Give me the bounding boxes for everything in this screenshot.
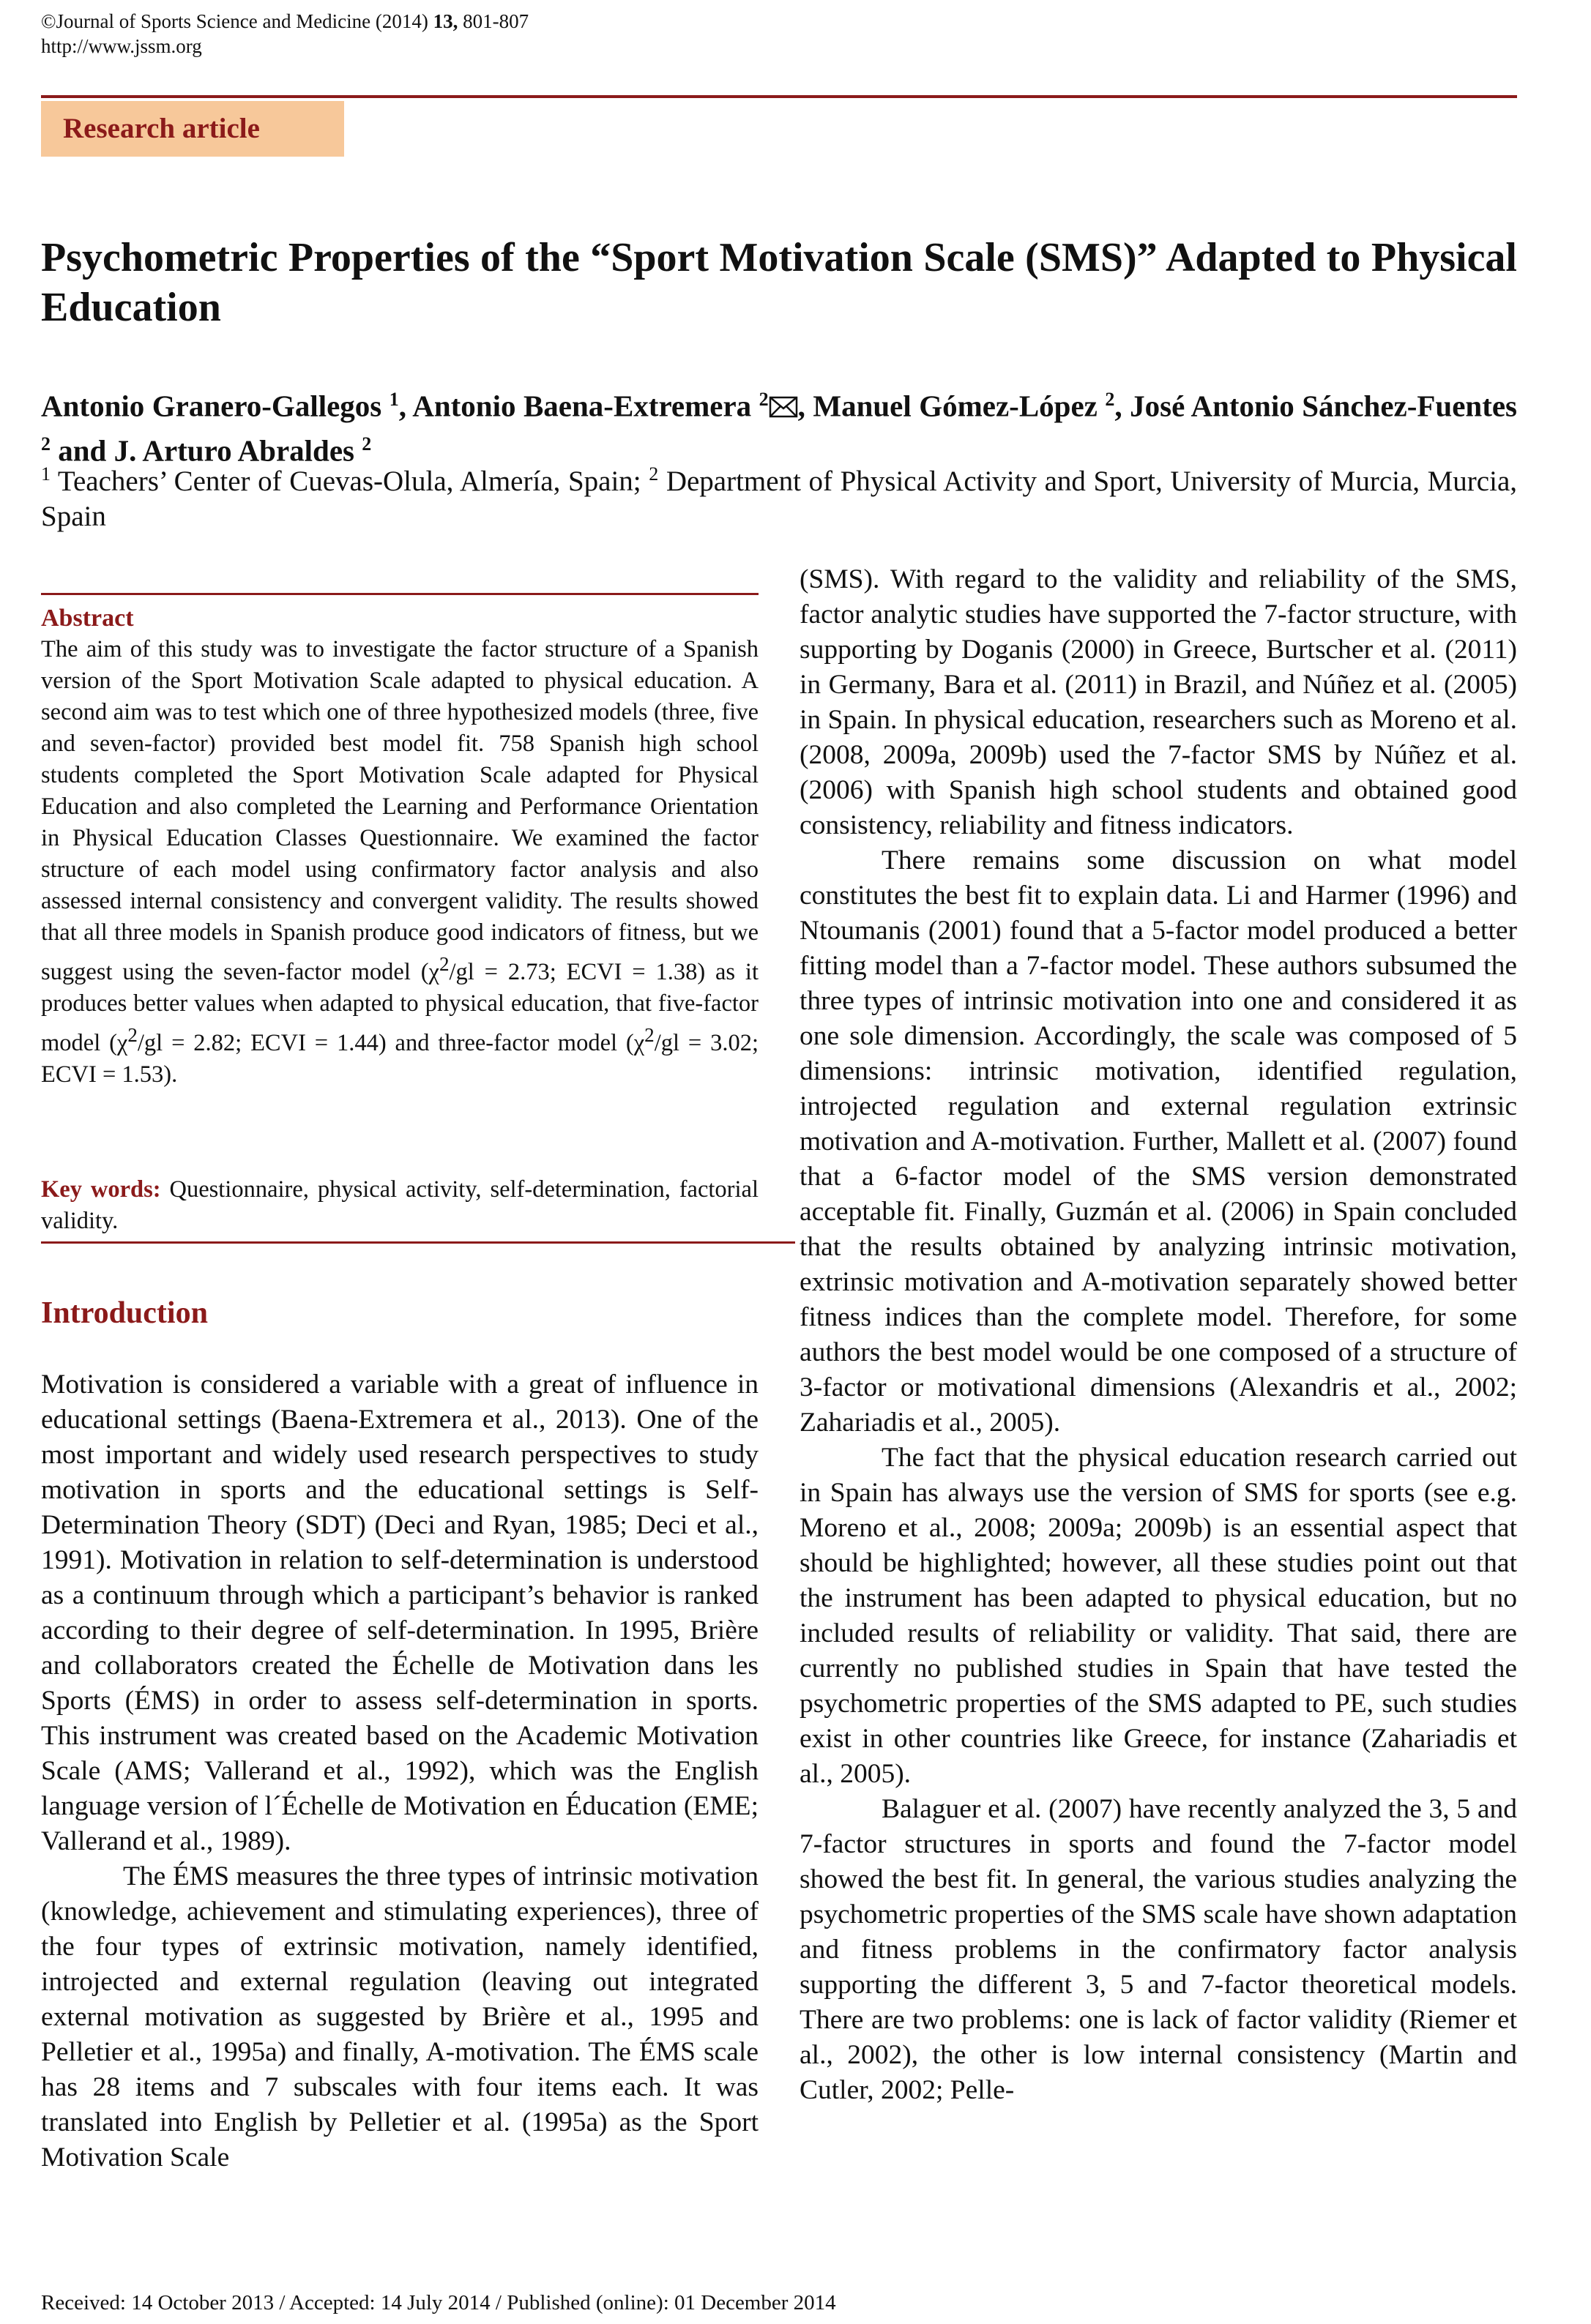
article-type-badge: Research article: [41, 101, 344, 157]
publication-dates: Received: 14 October 2013 / Accepted: 14 July 2014 / Published (online): 01 December 2014: [41, 2291, 836, 2314]
keywords-label: Key words:: [41, 1176, 161, 1203]
left-column-body: [41, 1367, 759, 2175]
header-rule: [41, 95, 1517, 98]
abstract-text: The aim of this study was to investigate the factor structure of a Spanish version of the Sport Motivation Scale adapted to physical education. A second aim was to test which one of three hypothesized models (three, five and seven-factor) provided best model fit. 758 Spanish high school students completed the Sport Motivation Scale adapted for Physical Education and also completed the Learning and Performance Orientation in Physical Education Classes Questionnaire. We examined the factor structure of each model using confirmatory factor analysis and also assessed internal consistency and convergent validity. The results showed that all three models in Spanish produce good indicators of fitness, but we suggest using the seven-factor model ($\chi^2/gl = 2.73$; ECVI = 1.38) as it produces better values when adapted to physical education, that five-factor model ($\chi^2/gl = 2.82$; ECVI = 1.44) and three-factor model ($\chi^2/gl = 3.02$; ECVI = 1.53).: [41, 636, 759, 1088]
journal-volume: 13,: [433, 10, 458, 32]
paragraph: The fact that the physical education research carried out in Spain has always use the version of SMS for sports (see e.g. Moreno et al., 2008; 2009a; 2009b) is an essential aspect that should be highlighted; however, all these studies point out that the instrument has been adapted to physical education, but no included results of reliability or validity. That said, there are currently no published studies in Spain that have tested the psychometric properties of the SMS adapted to PE, such studies exist in other countries like Greece, for instance (Zahariadis et al., 2005).: [800, 1443, 1517, 1789]
keywords-text: Questionnaire, physical activity, self-determination, factorial validity.: [41, 1176, 759, 1234]
right-column-body: [800, 562, 1517, 2108]
author-name: J. Arturo Abraldes: [113, 433, 355, 468]
author-name: Antonio Granero-Gallegos: [41, 389, 382, 423]
affiliations: $^1$ Teachers’ Center of Cuevas-Olula, Almería, Spain; $^2$ Department of Physical Activity and Sport, University of Murcia, Murcia, Spain: [41, 463, 1517, 532]
abstract-heading: Abstract: [41, 605, 134, 632]
keywords: [41, 1174, 759, 1237]
abstract-top-rule: [41, 593, 759, 595]
abstract-bottom-rule: [41, 1241, 795, 1244]
paragraph: There remains some discussion on what model constitutes the best fit to explain data. Li and Harmer (1996) and Ntoumanis (2001) found that a 5-factor model produced a better fitting model than a 7-factor model. These authors subsumed the three types of intrinsic motivation into one and considered it as one sole dimension. Accordingly, the scale was composed of 5 dimensions: intrinsic motivation, identified regulation, introjected regulation and external regulation extrinsic motivation and A-motivation. Further, Mallett et al. (2007) found that a 6-factor model of the SMS version demonstrated acceptable fit. Finally, Guzmán et al. (2006) in Spain concluded that the results obtained by analyzing intrinsic motivation, extrinsic motivation and A-motivation separately showed better fitness indices than the complete model. Therefore, for some authors the best model would be one composed of a structure of 3-factor or motivational dimensions (Alexandris et al., 2002; Zahariadis et al., 2005).: [800, 845, 1517, 1438]
paragraph: The ÉMS measures the three types of intrinsic motivation (knowledge, achievement and stimulating experiences), three of the four types of extrinsic motivation, namely identified, introjected and external regulation (leaving out integrated external motivation as suggested by Brière et al., 1995 and Pelletier et al., 1995a) and finally, A-motivation. The ÉMS scale has 28 items and 7 subscales with four items each. It was translated into English by Pelletier et al. (1995a) as the Sport Motivation Scale: [41, 1861, 759, 2172]
paragraph: (SMS). With regard to the validity and reliability of the SMS, factor analytic studies have supported the 7-factor structure, with supporting by Doganis (2000) in Greece, Burtscher et al. (2011) in Germany, Bara et al. (2011) in Brazil, and Núñez et al. (2005) in Spain. In physical education, researchers such as Moreno et al. (2008, 2009a, 2009b) used the 7-factor SMS by Núñez et al. (2006) with Spanish high school students and obtained good consistency, reliability and fitness indicators.: [800, 564, 1517, 840]
section-heading-introduction: Introduction: [41, 1296, 208, 1330]
paragraph: Motivation is considered a variable with a great of influence in educational settings (Baena-Extremera et al., 2013). One of the most important and widely used research perspectives to study motivation in sports and the educational settings is Self-Determination Theory (SDT) (Deci and Ryan, 1985; Deci et al., 1991). Motivation in relation to self-determination is understood as a continuum through which a participant’s behavior is ranked according to their degree of self-determination. In 1995, Brière and collaborators created the Échelle de Motivation dans les Sports (ÉMS) in order to assess self-determination in sports. This instrument was created based on the Academic Motivation Scale (AMS; Vallerand et al., 1992), which was the English language version of l´Échelle de Motivation en Éducation (EME; Vallerand et al., 1989).: [41, 1370, 759, 1856]
author-name: Antonio Baena-Extremera: [412, 389, 752, 423]
journal-pages: 801-807: [463, 10, 529, 32]
envelope-icon[interactable]: [769, 396, 798, 418]
journal-header: [41, 9, 529, 59]
journal-citation: ©Journal of Sports Science and Medicine (2014): [41, 10, 428, 32]
journal-url[interactable]: http://www.jssm.org: [41, 35, 202, 57]
paragraph: Balaguer et al. (2007) have recently analyzed the 3, 5 and 7-factor structures in sports and found the 7-factor model showed the best fit. In general, the various studies analyzing the psychometric properties of the SMS scale have shown adaptation and fitness problems in the confirmatory factor analysis supporting the different 3, 5 and 7-factor theoretical models. There are two problems: one is lack of factor validity (Riemer et al., 2002), the other is low internal consistency (Martin and Cutler, 2002; Pelle-: [800, 1794, 1517, 2105]
author-name: Manuel Gómez-López: [813, 389, 1098, 423]
affiliation-1: Teachers’ Center of Cuevas-Olula, Almería, Spain;: [57, 466, 641, 497]
author-name: José Antonio Sánchez-Fuentes: [1130, 389, 1518, 423]
author-list: Antonio Granero-Gallegos $^1$, Antonio Baena-Extremera $^2$ , Manuel Gómez-López $^2$, José Antonio Sánchez-Fuentes $^2$ and J. Arturo Abraldes $^2$: [41, 389, 1518, 468]
affiliation-2: Department of Physical Activity and Sport, University of Murcia, Murcia, Spain: [41, 466, 1517, 532]
article-title: Psychometric Properties of the “Sport Motivation Scale (SMS)” Adapted to Physical Education: [41, 235, 1517, 330]
